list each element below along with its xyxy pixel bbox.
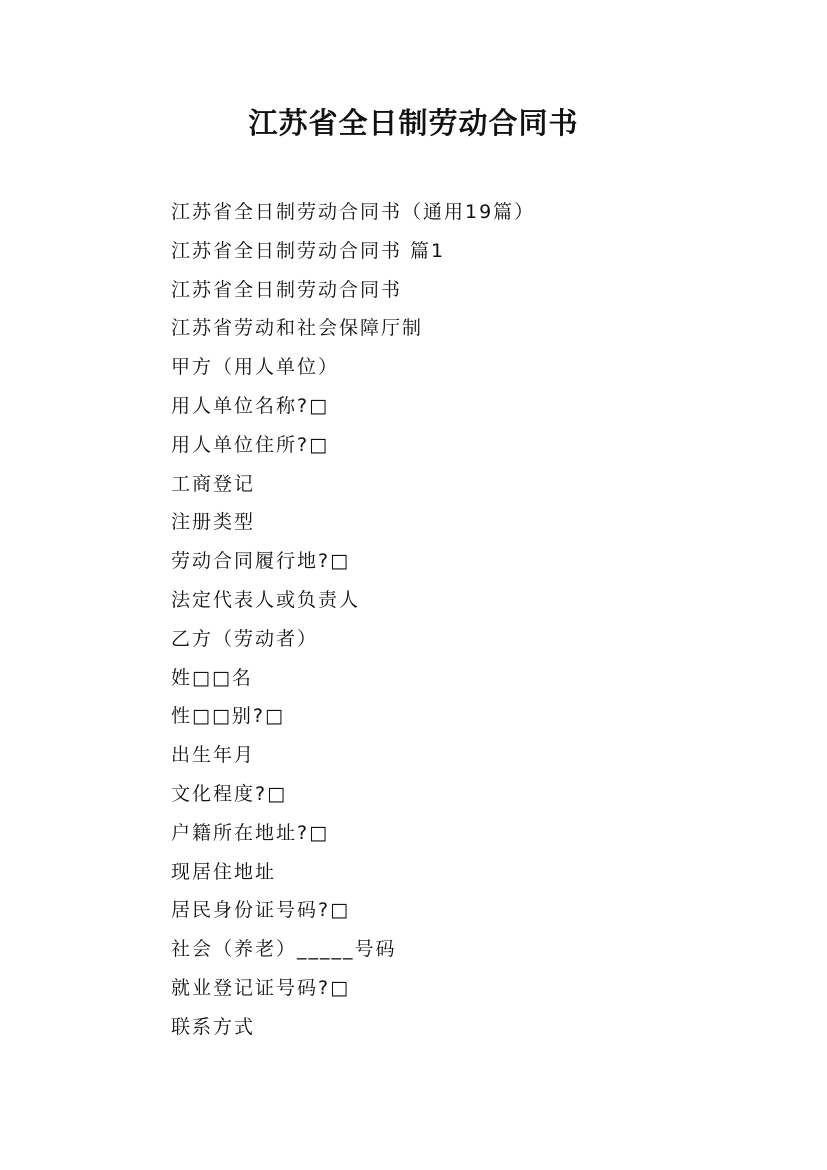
text-line: 出生年月	[171, 744, 256, 767]
text-line: 姓□□名	[171, 666, 253, 689]
text-line: 注册类型	[171, 511, 256, 534]
text-line: 联系方式	[171, 1015, 256, 1038]
text-line: 就业登记证号码?□	[171, 976, 351, 999]
text-line: 文化程度?□	[171, 782, 288, 805]
text-line: 用人单位名称?□	[171, 394, 330, 417]
text-line: 劳动合同履行地?□	[171, 550, 351, 573]
text-line: 现居住地址	[171, 860, 277, 883]
text-line: 工商登记	[171, 472, 256, 495]
text-line: 性□□别?□	[171, 705, 285, 728]
text-line: 法定代表人或负责人	[171, 588, 361, 611]
text-line: 居民身份证号码?□	[171, 899, 351, 922]
text-line: 甲方（用人单位）	[171, 356, 340, 379]
text-line: 江苏省全日制劳动合同书（通用19篇）	[171, 201, 536, 223]
text-line: 江苏省全日制劳动合同书 篇1	[171, 239, 446, 262]
text-line: 江苏省全日制劳动合同书	[171, 278, 403, 301]
text-line: 江苏省劳动和社会保障厅制	[171, 317, 424, 340]
text-line: 社会（养老）_____号码	[171, 938, 397, 961]
text-line: 乙方（劳动者）	[171, 627, 319, 650]
text-line: 户籍所在地址?□	[171, 821, 330, 844]
document-title: 江苏省全日制劳动合同书	[248, 106, 579, 140]
document-body	[171, 193, 771, 1047]
text-line: 用人单位住所?□	[171, 433, 330, 456]
